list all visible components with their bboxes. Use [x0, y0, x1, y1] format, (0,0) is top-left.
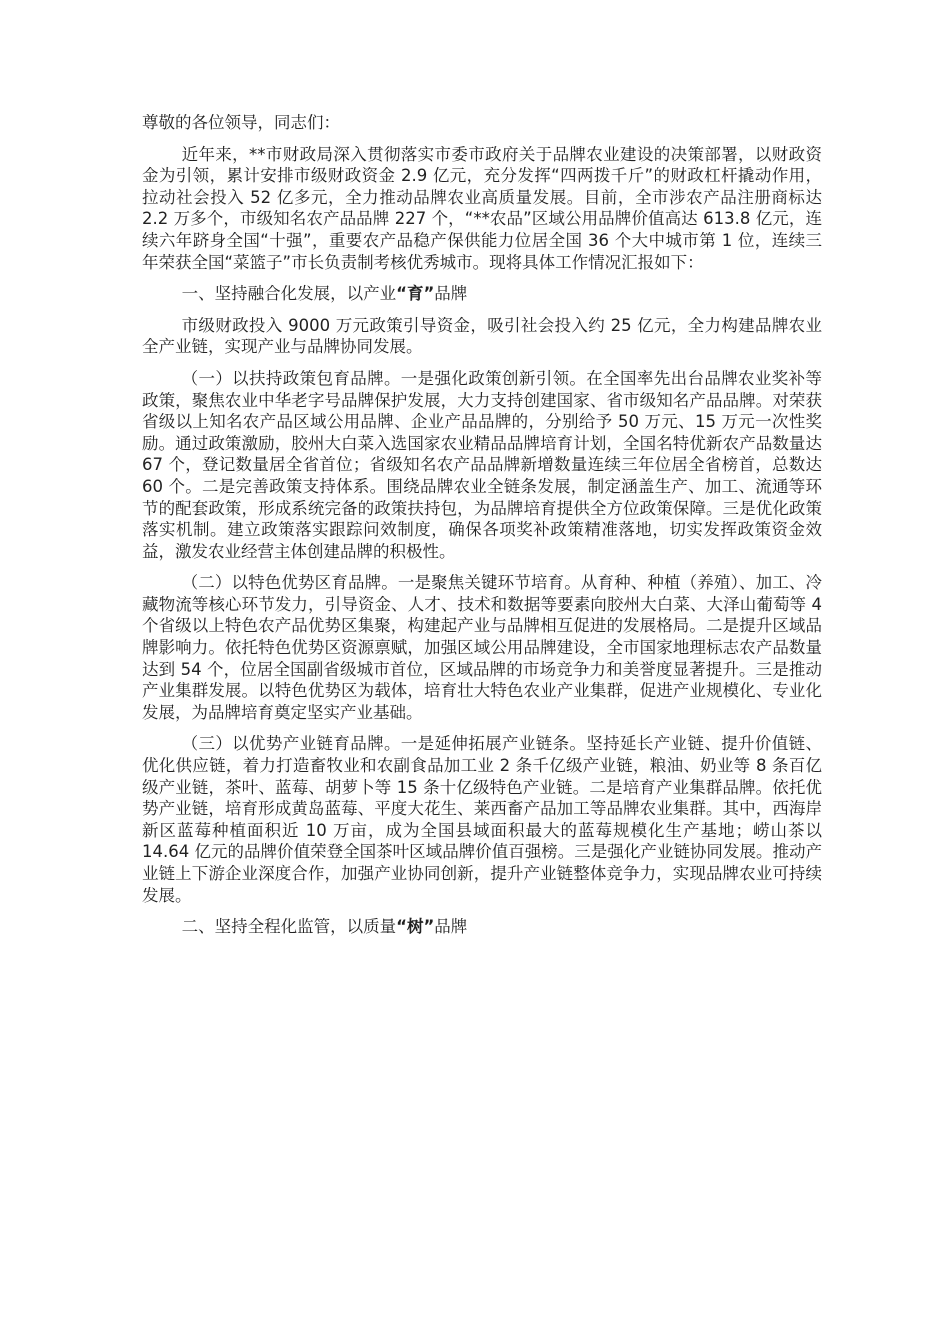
section-1-heading	[142, 283, 822, 305]
section-1-heading-post: 品牌	[434, 284, 468, 304]
section-1-summary: 市级财政投入 9000 万元政策引导资金，吸引社会投入约 25 亿元，全力构建品牌农业全产业链，实现产业与品牌协同发展。	[142, 315, 822, 357]
section-2-heading	[142, 916, 822, 938]
salutation: 尊敬的各位领导，同志们：	[142, 113, 340, 132]
section-1-subsection-1: （一）以扶持政策包育品牌。一是强化政策创新引领。在全国率先出台品牌农业奖补等政策，聚焦农业中华老字号品牌保护发展，大力支持创建国家、省市级知名产品品牌。对荣获省级以上知名农产品区域公用品牌、企业产品品牌的，分别给予 50 万元、15 万元一次性奖励。通过政策激励，胶州大白菜入选国家农业精品品牌培育计划，全国名特优新农产品数量达 67 个，登记数量居全省首位；省级知名农产品品牌新增数量连续三年位居全省榜首，总数达 60 个。二是完善政策支持体系。围绕品牌农业全链条发展，制定涵盖生产、加工、流通等环节的配套政策，形成系统完备的政策扶持包，为品牌培育提供全方位政策保障。三是优化政策落实机制。建立政策落实跟踪问效制度，确保各项奖补政策精准落地，切实发挥政策资金效益，激发农业经营主体创建品牌的积极性。	[142, 368, 822, 561]
intro-paragraph: 近年来，**市财政局深入贯彻落实市委市政府关于品牌农业建设的决策部署，以财政资金为引领，累计安排市级财政资金 2.9 亿元，充分发挥“四两拨千斤”的财政杠杆撬动作用，拉动社会投入 52 亿多元，全力推动品牌农业高质量发展。目前，全市涉农产品注册商标达 2.2 万多个，市级知名农产品品牌 227 个，“**农品”区域公用品牌价值高达 613.8 亿元，连续六年跻身全国“十强”，重要农产品稳产保供能力位居全国 36 个大中城市第 1 位，连续三年荣获全国“菜篮子”市长负责制考核优秀城市。现将具体工作情况汇报如下：	[142, 144, 822, 272]
section-2-heading-pre: 二、坚持全程化监管，以质量	[181, 917, 397, 937]
section-1-heading-emphasis: “育”	[396, 284, 435, 304]
section-2-heading-emphasis: “树”	[396, 917, 435, 937]
document-page	[142, 112, 822, 948]
section-1-heading-pre: 一、坚持融合化发展，以产业	[181, 284, 397, 304]
section-2-heading-post: 品牌	[434, 917, 468, 937]
section-1-subsection-2: （二）以特色优势区育品牌。一是聚焦关键环节培育。从育种、种植（养殖）、加工、冷藏物流等核心环节发力，引导资金、人才、技术和数据等要素向胶州大白菜、大泽山葡萄等 4 个省级以上特色农产品优势区集聚，构建起产业与品牌相互促进的发展格局。二是提升区域品牌影响力。依托特色优势区资源禀赋，加强区域公用品牌建设，全市国家地理标志农产品数量达到 54 个，位居全国副省级城市首位，区域品牌的市场竞争力和美誉度显著提升。三是推动产业集群发展。以特色优势区为载体，培育壮大特色农业产业集群，促进产业规模化、专业化发展，为品牌培育奠定坚实产业基础。	[142, 573, 822, 722]
section-1-subsection-3: （三）以优势产业链育品牌。一是延伸拓展产业链条。坚持延长产业链、提升价值链、优化供应链，着力打造畜牧业和农副食品加工业 2 条千亿级产业链，粮油、奶业等 8 条百亿级产业链，茶叶、蓝莓、胡萝卜等 15 条十亿级特色产业链。二是培育产业集群品牌。依托优势产业链，培育形成黄岛蓝莓、平度大花生、莱西畜产品加工等品牌农业集群。其中，西海岸新区蓝莓种植面积近 10 万亩，成为全国县域面积最大的蓝莓规模化生产基地；崂山茶以 14.64 亿元的品牌价值荣登全国茶叶区域品牌价值百强榜。三是强化产业链协同发展。推动产业链上下游企业深度合作，加强产业协同创新，提升产业链整体竞争力，实现品牌农业可持续发展。	[142, 734, 822, 905]
